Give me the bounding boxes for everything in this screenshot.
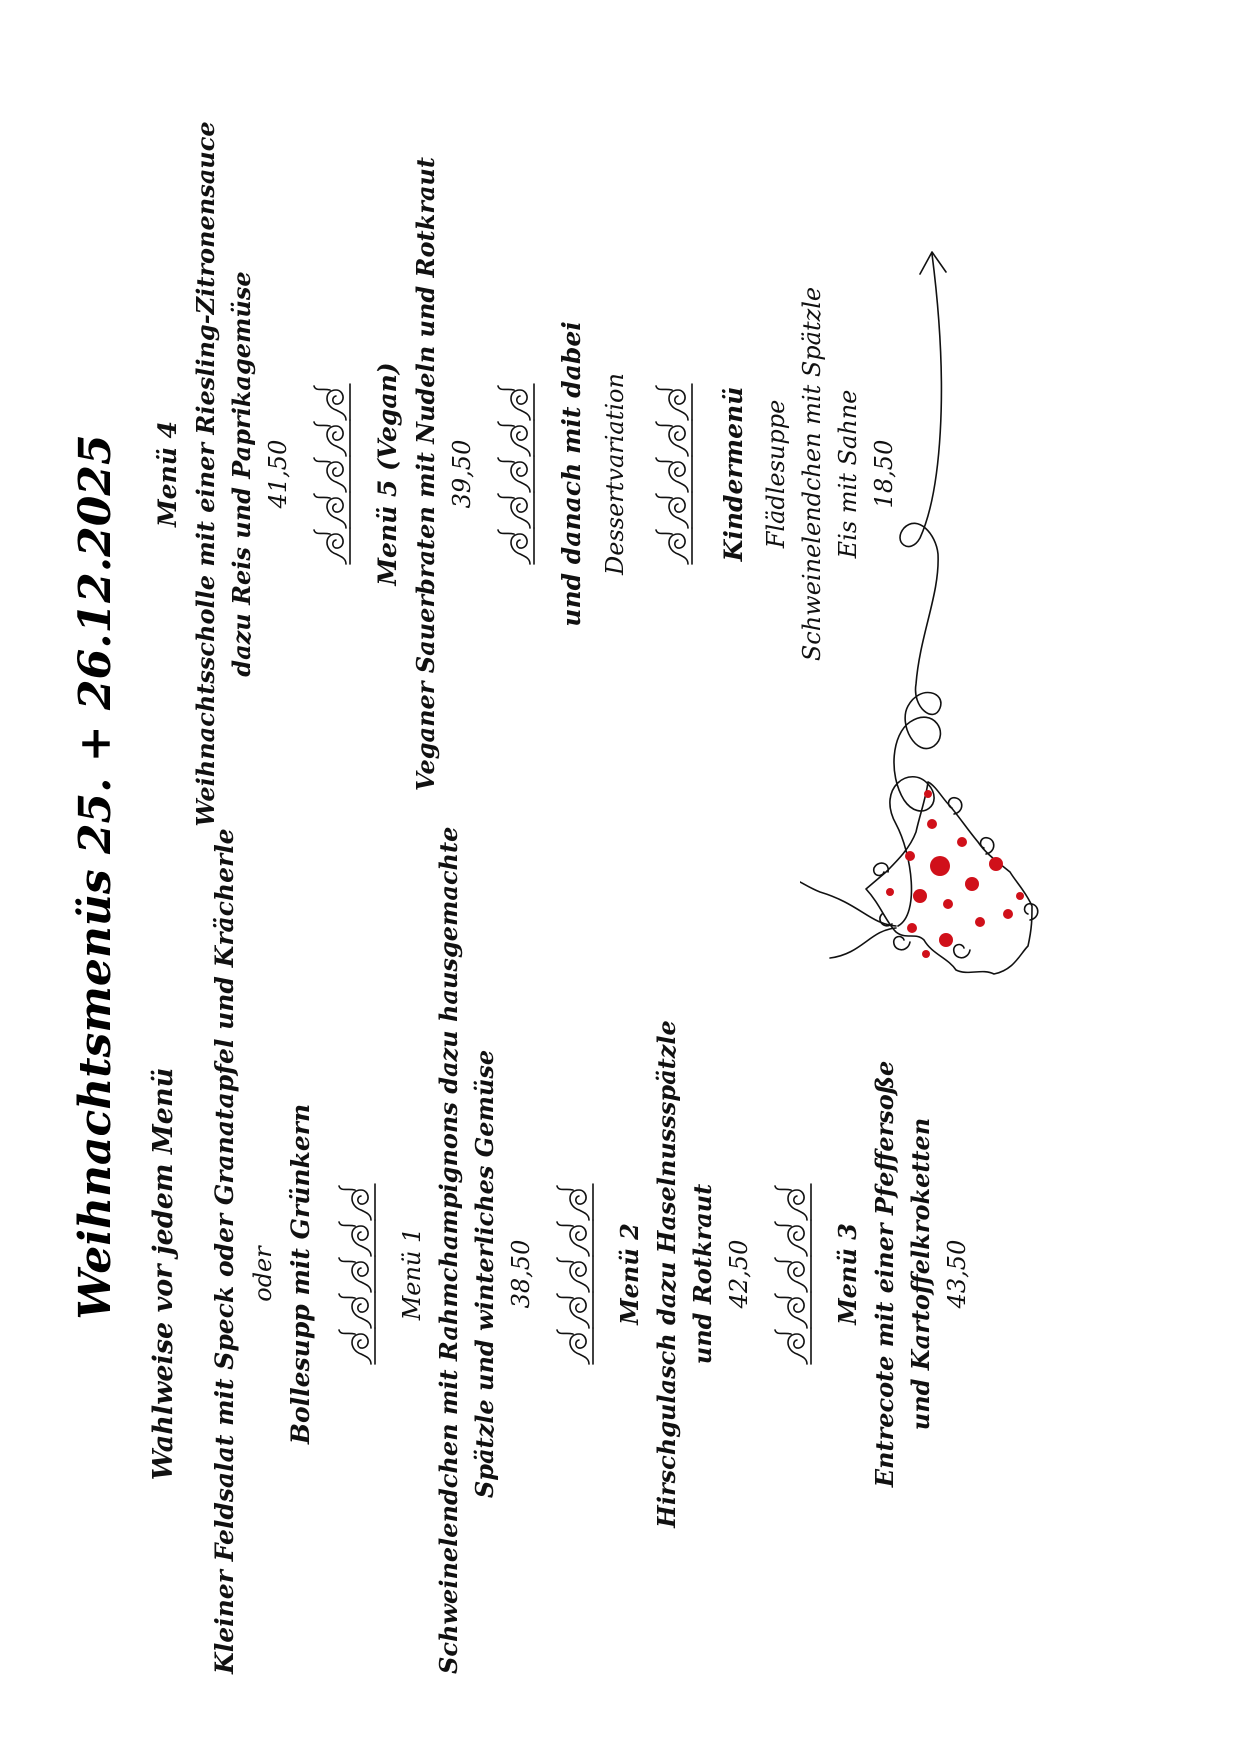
page-title: Weihnachtsmenüs 25. + 26.12.2025 xyxy=(70,434,121,1320)
swirl-icon xyxy=(339,1184,375,1220)
swirl-icon xyxy=(656,528,692,564)
swirl-icon xyxy=(557,1256,593,1292)
kids-menu-title: Kindermenü xyxy=(719,386,748,562)
kids-line3: Eis mit Sahne xyxy=(834,389,862,559)
swirl-icon xyxy=(775,1184,811,1220)
tree-trunk xyxy=(830,928,896,958)
swirl-icon xyxy=(314,528,350,564)
swirl-ornament xyxy=(494,359,538,589)
menu4-line1: Weihnachtsscholle mit einer Riesling-Zitronensauce xyxy=(191,121,220,827)
swirl-icon xyxy=(314,384,350,420)
kids-line1: Flädlesuppe xyxy=(762,399,790,549)
swirl-icon xyxy=(339,1292,375,1328)
menu1-line2: Spätzle und winterliches Gemüse xyxy=(470,1049,499,1499)
tree-curl xyxy=(954,945,970,958)
tree-trunk xyxy=(800,882,896,926)
swirl-icon xyxy=(498,384,534,420)
swirl-icon xyxy=(557,1220,593,1256)
menu1-title: Menü 1 xyxy=(398,1227,426,1321)
starter-option-1: Kleiner Feldsalat mit Speck oder Granatapfel und Krächerle xyxy=(210,828,239,1674)
menu2-title: Menü 2 xyxy=(615,1223,644,1325)
swirl-ornament xyxy=(553,1179,597,1369)
menu1-price: 38,50 xyxy=(507,1239,535,1309)
menu4-price: 41,50 xyxy=(264,439,292,509)
right-column xyxy=(148,94,902,854)
tree-curl xyxy=(874,863,888,875)
starter-or: oder xyxy=(249,1246,277,1302)
swirl-icon xyxy=(339,1220,375,1256)
swirl-icon xyxy=(656,384,692,420)
swirl-ornament xyxy=(310,359,354,589)
swirl-icon xyxy=(314,456,350,492)
menu2-price: 42,50 xyxy=(725,1239,753,1309)
swirl-icon xyxy=(775,1328,811,1364)
swirl-icon xyxy=(656,420,692,456)
menu4-title: Menü 4 xyxy=(153,420,182,528)
swirl-icon xyxy=(498,528,534,564)
menu4-line2: dazu Reis und Paprikagemüse xyxy=(227,271,256,677)
swirl-icon xyxy=(339,1328,375,1364)
menu5-line1: Veganer Sauerbraten mit Nudeln und Rotkraut xyxy=(411,157,440,791)
tree-curl xyxy=(894,937,910,950)
swirl-icon xyxy=(775,1220,811,1256)
swirl-icon xyxy=(314,420,350,456)
swirl-icon xyxy=(557,1292,593,1328)
menu5-price: 39,50 xyxy=(448,439,476,509)
menu1-line1: Schweinelendchen mit Rahmchampignons dazu hausgemachte xyxy=(434,826,463,1674)
menu5-title: Menü 5 (Vegan) xyxy=(373,362,402,586)
swirl-icon xyxy=(557,1184,593,1220)
swirl-icon xyxy=(498,492,534,528)
starter-heading: Wahlweise vor jedem Menü xyxy=(148,1067,179,1481)
swirl-icon xyxy=(775,1292,811,1328)
swirl-icon xyxy=(656,492,692,528)
menu3-price: 43,50 xyxy=(943,1239,971,1309)
menu2-line1: Hirschgulasch dazu Haselnussspätzle xyxy=(652,1020,681,1528)
swirl-icon xyxy=(314,492,350,528)
kids-line2: Schweinelendchen mit Spätzle xyxy=(798,286,826,662)
starter-option-2: Bollesupp mit Grünkern xyxy=(286,1103,315,1445)
menu2-line2: und Rotkraut xyxy=(688,1183,717,1365)
menu3-line2: und Kartoffelkroketten xyxy=(906,1117,935,1431)
dessert-heading: und danach mit dabei xyxy=(557,321,586,627)
swirl-icon xyxy=(339,1256,375,1292)
swirl-ornament xyxy=(335,1179,379,1369)
swirl-icon xyxy=(498,456,534,492)
kids-price: 18,50 xyxy=(870,439,898,509)
swirl-icon xyxy=(498,420,534,456)
swirl-ornament xyxy=(652,359,696,589)
dessert-item: Dessertvariation xyxy=(601,373,629,575)
tree-ornaments xyxy=(886,790,1024,958)
swirl-icon xyxy=(775,1256,811,1292)
swirl-ornament xyxy=(771,1179,815,1369)
christmas-tree-illustration xyxy=(800,194,1220,1154)
swirl-icon xyxy=(656,456,692,492)
swirl-icon xyxy=(557,1328,593,1364)
menu3-line1: Entrecote mit einer Pfeffersoße xyxy=(870,1060,899,1488)
menu3-title: Menü 3 xyxy=(833,1223,862,1325)
